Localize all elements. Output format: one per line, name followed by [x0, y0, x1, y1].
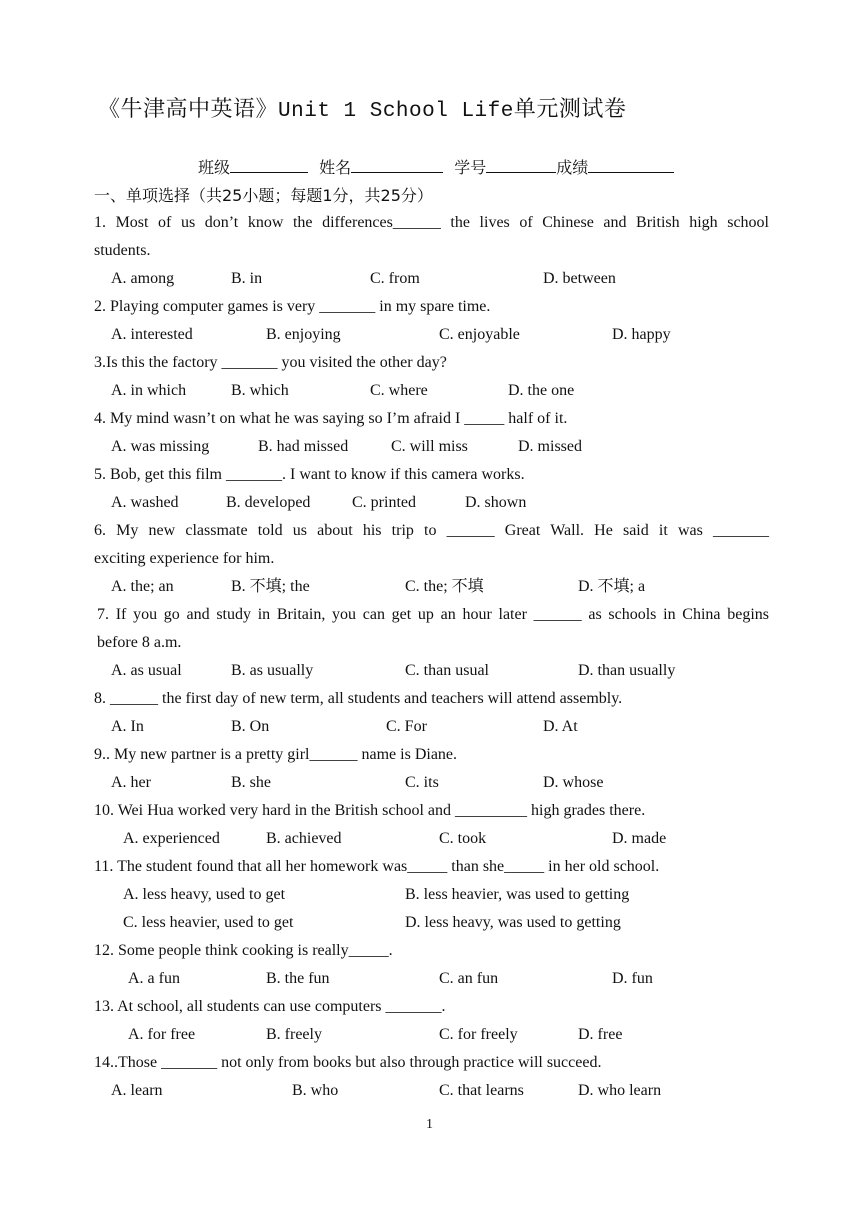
- q1-option-b[interactable]: B. in: [231, 270, 263, 287]
- question-2-stem: 2. Playing computer games is very _______ in my spare time.: [94, 298, 491, 315]
- question-7-stem-cont: before 8 a.m.: [97, 634, 182, 651]
- q5-option-b[interactable]: B. developed: [226, 494, 311, 511]
- q7-option-a[interactable]: A. as usual: [111, 662, 182, 679]
- q14-option-b[interactable]: B. who: [292, 1082, 339, 1099]
- question-5-stem: 5. Bob, get this film _______. I want to know if this camera works.: [94, 466, 525, 483]
- q2-option-a[interactable]: A. interested: [111, 326, 193, 343]
- question-6-stem-cont: exciting experience for him.: [94, 550, 275, 567]
- q3-option-d[interactable]: D. the one: [508, 382, 575, 399]
- q10-option-a[interactable]: A. experienced: [123, 830, 220, 847]
- title-cn-end: 单元测试卷: [513, 97, 627, 122]
- q5-option-a[interactable]: A. washed: [111, 494, 179, 511]
- question-3-stem: 3.Is this the factory _______ you visited the other day?: [94, 354, 447, 371]
- q11-option-c[interactable]: C. less heavier, used to get: [123, 914, 294, 931]
- q10-option-d[interactable]: D. made: [612, 830, 667, 847]
- q2-option-d[interactable]: D. happy: [612, 326, 671, 343]
- q3-option-a[interactable]: A. in which: [111, 382, 187, 399]
- q7-option-c[interactable]: C. than usual: [405, 662, 489, 679]
- q12-option-b[interactable]: B. the fun: [266, 970, 330, 987]
- question-8-stem: 8. ______ the first day of new term, all students and teachers will attend assembly.: [94, 690, 623, 707]
- question-12-stem: 12. Some people think cooking is really_____.: [94, 942, 393, 959]
- q5-option-c[interactable]: C. printed: [352, 494, 416, 511]
- q7-option-d[interactable]: D. than usually: [578, 662, 676, 679]
- question-1-stem: 1. Most of us don’t know the differences______ the lives of Chinese and British high school: [94, 214, 769, 231]
- page-number: 1: [426, 1117, 433, 1132]
- question-11-stem: 11. The student found that all her homework was_____ than she_____ in her old school.: [94, 858, 660, 875]
- q11-option-a[interactable]: A. less heavy, used to get: [123, 886, 286, 903]
- name-blank[interactable]: [351, 157, 443, 173]
- q11-option-d[interactable]: D. less heavy, was used to getting: [405, 914, 621, 931]
- id-label: 学号: [454, 158, 487, 177]
- q4-option-b[interactable]: B. had missed: [258, 438, 349, 455]
- score-blank[interactable]: [588, 157, 674, 173]
- q14-option-a[interactable]: A. learn: [111, 1082, 163, 1099]
- student-info-line: [198, 155, 674, 178]
- q7-option-b[interactable]: B. as usually: [231, 662, 314, 679]
- q8-option-c[interactable]: C. For: [386, 718, 427, 735]
- q9-option-c[interactable]: C. its: [405, 774, 439, 791]
- q4-option-c[interactable]: C. will miss: [391, 438, 468, 455]
- q9-option-b[interactable]: B. she: [231, 774, 271, 791]
- q2-option-c[interactable]: C. enjoyable: [439, 326, 520, 343]
- question-1-stem-cont: students.: [94, 242, 151, 259]
- q6-option-a[interactable]: A. the; an: [111, 578, 174, 595]
- question-14-stem: 14..Those _______ not only from books but also through practice will succeed.: [94, 1054, 602, 1071]
- q13-option-d[interactable]: D. free: [578, 1026, 623, 1043]
- q9-option-a[interactable]: A. her: [111, 774, 151, 791]
- q12-option-d[interactable]: D. fun: [612, 970, 653, 987]
- q6-option-c[interactable]: C. the; 不填: [405, 578, 484, 595]
- q12-option-c[interactable]: C. an fun: [439, 970, 499, 987]
- question-9-stem: 9.. My new partner is a pretty girl______ name is Diane.: [94, 746, 458, 763]
- q8-option-b[interactable]: B. On: [231, 718, 270, 735]
- q5-option-d[interactable]: D. shown: [465, 494, 527, 511]
- question-4-stem: 4. My mind wasn’t on what he was saying so I’m afraid I _____ half of it.: [94, 410, 568, 427]
- q4-option-d[interactable]: D. missed: [518, 438, 582, 455]
- q3-option-c[interactable]: C. where: [370, 382, 428, 399]
- score-label: 成绩: [556, 158, 589, 177]
- q14-option-c[interactable]: C. that learns: [439, 1082, 524, 1099]
- q6-option-d[interactable]: D. 不填; a: [578, 578, 646, 595]
- class-blank[interactable]: [230, 157, 308, 173]
- question-7-stem: 7. If you go and study in Britain, you can get up an hour later ______ as schools in China begins: [97, 606, 769, 623]
- id-blank[interactable]: [486, 157, 556, 173]
- question-6-stem: 6. My new classmate told us about his trip to ______ Great Wall. He said it was _______: [94, 522, 769, 539]
- q6-option-b[interactable]: B. 不填; the: [231, 578, 310, 595]
- q13-option-c[interactable]: C. for freely: [439, 1026, 518, 1043]
- q1-option-a[interactable]: A. among: [111, 270, 175, 287]
- q13-option-a[interactable]: A. for free: [128, 1026, 196, 1043]
- q14-option-d[interactable]: D. who learn: [578, 1082, 662, 1099]
- q12-option-a[interactable]: A. a fun: [128, 970, 180, 987]
- name-label: 姓名: [319, 158, 352, 177]
- q2-option-b[interactable]: B. enjoying: [266, 326, 341, 343]
- question-10-stem: 10. Wei Hua worked very hard in the British school and _________ high grades there.: [94, 802, 646, 819]
- title-cn-part: 《牛津高中英语》: [98, 97, 279, 122]
- q13-option-b[interactable]: B. freely: [266, 1026, 322, 1043]
- q4-option-a[interactable]: A. was missing: [111, 438, 210, 455]
- q3-option-b[interactable]: B. which: [231, 382, 289, 399]
- q1-option-c[interactable]: C. from: [370, 270, 420, 287]
- q8-option-a[interactable]: A. In: [111, 718, 144, 735]
- question-13-stem: 13. At school, all students can use computers _______.: [94, 998, 446, 1015]
- page-title: [98, 92, 626, 123]
- q11-option-b[interactable]: B. less heavier, was used to getting: [405, 886, 630, 903]
- q10-option-b[interactable]: B. achieved: [266, 830, 342, 847]
- q9-option-d[interactable]: D. whose: [543, 774, 604, 791]
- title-en-part: Unit 1 School Life: [278, 100, 514, 123]
- q10-option-c[interactable]: C. took: [439, 830, 487, 847]
- section-heading: 一、单项选择（共25小题；每题1分，共25分）: [94, 186, 433, 205]
- q8-option-d[interactable]: D. At: [543, 718, 578, 735]
- q1-option-d[interactable]: D. between: [543, 270, 616, 287]
- class-label: 班级: [198, 158, 231, 177]
